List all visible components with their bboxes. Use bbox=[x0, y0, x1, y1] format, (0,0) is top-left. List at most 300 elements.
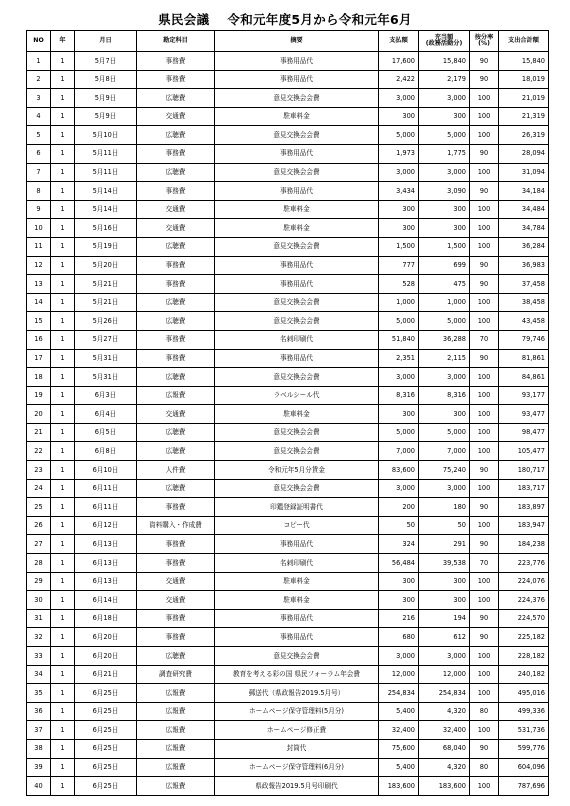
cell-ratio: 100 bbox=[470, 572, 499, 591]
cell-allocation: 194 bbox=[419, 609, 470, 628]
cell-category: 広聴費 bbox=[137, 89, 215, 108]
cell-category: 事務費 bbox=[137, 498, 215, 517]
cell-payment: 3,000 bbox=[379, 479, 419, 498]
cell-category: 広聴費 bbox=[137, 312, 215, 331]
cell-payment: 777 bbox=[379, 256, 419, 275]
cell-payment: 3,434 bbox=[379, 182, 419, 201]
cell-category: 資料購入・作成費 bbox=[137, 516, 215, 535]
cell-payment: 7,000 bbox=[379, 442, 419, 461]
cell-payment: 50 bbox=[379, 516, 419, 535]
cell-year: 1 bbox=[51, 423, 75, 442]
table-row bbox=[27, 591, 549, 610]
cell-cumulative: 15,840 bbox=[499, 52, 549, 71]
cell-payment: 680 bbox=[379, 628, 419, 647]
cell-summary: 事務用品代 bbox=[215, 535, 379, 554]
cell-date: 6月8日 bbox=[75, 442, 137, 461]
table-row bbox=[27, 70, 549, 89]
cell-allocation: 300 bbox=[419, 107, 470, 126]
cell-allocation: 7,000 bbox=[419, 442, 470, 461]
table-row bbox=[27, 312, 549, 331]
cell-summary: 駐車料金 bbox=[215, 107, 379, 126]
cell-cumulative: 84,861 bbox=[499, 368, 549, 387]
cell-category: 広報費 bbox=[137, 386, 215, 405]
cell-date: 6月11日 bbox=[75, 498, 137, 517]
cell-no: 1 bbox=[27, 52, 51, 71]
cell-payment: 32,400 bbox=[379, 721, 419, 740]
cell-payment: 324 bbox=[379, 535, 419, 554]
cell-no: 37 bbox=[27, 721, 51, 740]
cell-allocation: 291 bbox=[419, 535, 470, 554]
cell-date: 6月13日 bbox=[75, 572, 137, 591]
table-row bbox=[27, 200, 549, 219]
header-allocation bbox=[419, 31, 470, 52]
cell-year: 1 bbox=[51, 330, 75, 349]
cell-ratio: 100 bbox=[470, 516, 499, 535]
cell-summary: 駐車料金 bbox=[215, 405, 379, 424]
table-row bbox=[27, 498, 549, 517]
cell-allocation: 3,000 bbox=[419, 647, 470, 666]
cell-summary: ホームページ保守管理料(5月分) bbox=[215, 702, 379, 721]
cell-summary: 意見交換会会費 bbox=[215, 293, 379, 312]
table-row bbox=[27, 684, 549, 703]
cell-ratio: 100 bbox=[470, 665, 499, 684]
cell-summary: 事務用品代 bbox=[215, 609, 379, 628]
cell-date: 5月20日 bbox=[75, 256, 137, 275]
cell-no: 34 bbox=[27, 665, 51, 684]
table-row bbox=[27, 330, 549, 349]
table-row bbox=[27, 52, 549, 71]
cell-ratio: 100 bbox=[470, 163, 499, 182]
cell-no: 12 bbox=[27, 256, 51, 275]
cell-date: 6月25日 bbox=[75, 758, 137, 777]
cell-summary: 事務用品代 bbox=[215, 52, 379, 71]
cell-date: 6月25日 bbox=[75, 702, 137, 721]
cell-year: 1 bbox=[51, 665, 75, 684]
cell-date: 5月16日 bbox=[75, 219, 137, 238]
cell-year: 1 bbox=[51, 777, 75, 796]
cell-ratio: 70 bbox=[470, 330, 499, 349]
ledger-body bbox=[27, 52, 549, 796]
table-row bbox=[27, 535, 549, 554]
cell-ratio: 90 bbox=[470, 498, 499, 517]
cell-ratio: 80 bbox=[470, 702, 499, 721]
cell-year: 1 bbox=[51, 498, 75, 517]
cell-date: 5月26日 bbox=[75, 312, 137, 331]
cell-no: 18 bbox=[27, 368, 51, 387]
cell-date: 5月9日 bbox=[75, 107, 137, 126]
cell-ratio: 100 bbox=[470, 107, 499, 126]
table-row bbox=[27, 461, 549, 480]
cell-cumulative: 79,746 bbox=[499, 330, 549, 349]
cell-no: 11 bbox=[27, 237, 51, 256]
cell-no: 14 bbox=[27, 293, 51, 312]
cell-ratio: 90 bbox=[470, 628, 499, 647]
cell-payment: 17,600 bbox=[379, 52, 419, 71]
cell-payment: 300 bbox=[379, 219, 419, 238]
cell-payment: 2,351 bbox=[379, 349, 419, 368]
cell-no: 9 bbox=[27, 200, 51, 219]
cell-allocation: 2,115 bbox=[419, 349, 470, 368]
table-row bbox=[27, 144, 549, 163]
table-row bbox=[27, 554, 549, 573]
cell-cumulative: 26,319 bbox=[499, 126, 549, 145]
cell-year: 1 bbox=[51, 609, 75, 628]
cell-year: 1 bbox=[51, 647, 75, 666]
cell-date: 6月3日 bbox=[75, 386, 137, 405]
cell-date: 5月8日 bbox=[75, 70, 137, 89]
cell-allocation: 3,090 bbox=[419, 182, 470, 201]
cell-ratio: 100 bbox=[470, 777, 499, 796]
cell-cumulative: 36,284 bbox=[499, 237, 549, 256]
cell-category: 交通費 bbox=[137, 591, 215, 610]
cell-date: 5月31日 bbox=[75, 349, 137, 368]
cell-date: 5月31日 bbox=[75, 368, 137, 387]
table-row bbox=[27, 405, 549, 424]
cell-payment: 5,000 bbox=[379, 126, 419, 145]
table-row bbox=[27, 349, 549, 368]
cell-payment: 3,000 bbox=[379, 89, 419, 108]
cell-no: 8 bbox=[27, 182, 51, 201]
table-row bbox=[27, 275, 549, 294]
table-row bbox=[27, 163, 549, 182]
table-row bbox=[27, 182, 549, 201]
cell-date: 5月21日 bbox=[75, 275, 137, 294]
cell-ratio: 90 bbox=[470, 52, 499, 71]
cell-allocation: 39,538 bbox=[419, 554, 470, 573]
cell-payment: 200 bbox=[379, 498, 419, 517]
cell-date: 5月19日 bbox=[75, 237, 137, 256]
cell-no: 23 bbox=[27, 461, 51, 480]
header-payment: 支払額 bbox=[379, 31, 419, 52]
cell-date: 5月9日 bbox=[75, 89, 137, 108]
cell-allocation: 183,600 bbox=[419, 777, 470, 796]
cell-summary: ホームページ修正費 bbox=[215, 721, 379, 740]
cell-year: 1 bbox=[51, 442, 75, 461]
cell-year: 1 bbox=[51, 684, 75, 703]
cell-category: 事務費 bbox=[137, 628, 215, 647]
cell-payment: 12,000 bbox=[379, 665, 419, 684]
table-row bbox=[27, 628, 549, 647]
cell-summary: 意見交換会会費 bbox=[215, 479, 379, 498]
cell-category: 交通費 bbox=[137, 219, 215, 238]
cell-no: 36 bbox=[27, 702, 51, 721]
table-row bbox=[27, 423, 549, 442]
cell-summary: 事務用品代 bbox=[215, 144, 379, 163]
cell-ratio: 100 bbox=[470, 591, 499, 610]
cell-allocation: 612 bbox=[419, 628, 470, 647]
cell-allocation: 32,400 bbox=[419, 721, 470, 740]
cell-summary: 郵送代（県政報告2019.5月号） bbox=[215, 684, 379, 703]
cell-ratio: 100 bbox=[470, 386, 499, 405]
table-row bbox=[27, 758, 549, 777]
cell-year: 1 bbox=[51, 126, 75, 145]
cell-allocation: 3,000 bbox=[419, 368, 470, 387]
cell-summary: 事務用品代 bbox=[215, 628, 379, 647]
cell-ratio: 70 bbox=[470, 554, 499, 573]
cell-allocation: 50 bbox=[419, 516, 470, 535]
cell-ratio: 90 bbox=[470, 461, 499, 480]
cell-no: 25 bbox=[27, 498, 51, 517]
cell-cumulative: 183,897 bbox=[499, 498, 549, 517]
cell-summary: 令和元年5月分賃金 bbox=[215, 461, 379, 480]
cell-no: 29 bbox=[27, 572, 51, 591]
cell-year: 1 bbox=[51, 275, 75, 294]
cell-category: 広聴費 bbox=[137, 423, 215, 442]
table-row bbox=[27, 516, 549, 535]
cell-year: 1 bbox=[51, 70, 75, 89]
cell-ratio: 100 bbox=[470, 200, 499, 219]
cell-no: 7 bbox=[27, 163, 51, 182]
cell-category: 交通費 bbox=[137, 107, 215, 126]
cell-category: 広報費 bbox=[137, 702, 215, 721]
cell-year: 1 bbox=[51, 479, 75, 498]
cell-cumulative: 787,696 bbox=[499, 777, 549, 796]
table-row bbox=[27, 368, 549, 387]
cell-cumulative: 531,736 bbox=[499, 721, 549, 740]
cell-allocation: 5,000 bbox=[419, 423, 470, 442]
table-row bbox=[27, 126, 549, 145]
cell-summary: 事務用品代 bbox=[215, 256, 379, 275]
cell-no: 27 bbox=[27, 535, 51, 554]
cell-summary: 駐車料金 bbox=[215, 200, 379, 219]
cell-ratio: 100 bbox=[470, 237, 499, 256]
cell-summary: 意見交換会会費 bbox=[215, 368, 379, 387]
cell-year: 1 bbox=[51, 293, 75, 312]
cell-ratio: 100 bbox=[470, 721, 499, 740]
cell-cumulative: 38,458 bbox=[499, 293, 549, 312]
cell-year: 1 bbox=[51, 702, 75, 721]
cell-payment: 83,600 bbox=[379, 461, 419, 480]
cell-summary: 駐車料金 bbox=[215, 219, 379, 238]
cell-no: 5 bbox=[27, 126, 51, 145]
cell-year: 1 bbox=[51, 554, 75, 573]
cell-payment: 56,484 bbox=[379, 554, 419, 573]
cell-ratio: 90 bbox=[470, 739, 499, 758]
header-row bbox=[27, 31, 549, 52]
table-row bbox=[27, 237, 549, 256]
cell-cumulative: 180,717 bbox=[499, 461, 549, 480]
cell-category: 広報費 bbox=[137, 684, 215, 703]
cell-date: 5月10日 bbox=[75, 126, 137, 145]
cell-ratio: 90 bbox=[470, 609, 499, 628]
cell-date: 5月14日 bbox=[75, 200, 137, 219]
cell-ratio: 90 bbox=[470, 144, 499, 163]
cell-no: 17 bbox=[27, 349, 51, 368]
cell-ratio: 90 bbox=[470, 275, 499, 294]
cell-cumulative: 93,177 bbox=[499, 386, 549, 405]
cell-summary: コピー代 bbox=[215, 516, 379, 535]
cell-allocation: 15,840 bbox=[419, 52, 470, 71]
cell-summary: 事務用品代 bbox=[215, 349, 379, 368]
cell-payment: 2,422 bbox=[379, 70, 419, 89]
cell-summary: 駐車料金 bbox=[215, 591, 379, 610]
header-allocation-line1: 充当額 bbox=[434, 33, 454, 41]
cell-payment: 300 bbox=[379, 572, 419, 591]
cell-category: 事務費 bbox=[137, 144, 215, 163]
cell-payment: 300 bbox=[379, 200, 419, 219]
cell-payment: 1,000 bbox=[379, 293, 419, 312]
table-row bbox=[27, 702, 549, 721]
cell-allocation: 3,000 bbox=[419, 479, 470, 498]
table-row bbox=[27, 665, 549, 684]
cell-category: 広聴費 bbox=[137, 479, 215, 498]
cell-category: 事務費 bbox=[137, 330, 215, 349]
cell-no: 39 bbox=[27, 758, 51, 777]
cell-year: 1 bbox=[51, 144, 75, 163]
cell-no: 28 bbox=[27, 554, 51, 573]
cell-year: 1 bbox=[51, 237, 75, 256]
header-ratio bbox=[470, 31, 499, 52]
cell-year: 1 bbox=[51, 739, 75, 758]
cell-allocation: 8,316 bbox=[419, 386, 470, 405]
cell-no: 13 bbox=[27, 275, 51, 294]
cell-date: 6月18日 bbox=[75, 609, 137, 628]
cell-payment: 51,840 bbox=[379, 330, 419, 349]
cell-year: 1 bbox=[51, 219, 75, 238]
cell-summary: 意見交換会会費 bbox=[215, 163, 379, 182]
cell-payment: 75,600 bbox=[379, 739, 419, 758]
cell-cumulative: 228,182 bbox=[499, 647, 549, 666]
cell-summary: 県政報告2019.5月号印刷代 bbox=[215, 777, 379, 796]
cell-ratio: 100 bbox=[470, 126, 499, 145]
cell-category: 広聴費 bbox=[137, 163, 215, 182]
cell-no: 21 bbox=[27, 423, 51, 442]
cell-allocation: 300 bbox=[419, 572, 470, 591]
cell-no: 3 bbox=[27, 89, 51, 108]
cell-date: 5月27日 bbox=[75, 330, 137, 349]
header-allocation-line2: (政務活動分) bbox=[425, 40, 463, 47]
cell-cumulative: 34,184 bbox=[499, 182, 549, 201]
cell-no: 31 bbox=[27, 609, 51, 628]
cell-ratio: 100 bbox=[470, 219, 499, 238]
cell-date: 6月25日 bbox=[75, 739, 137, 758]
cell-category: 広聴費 bbox=[137, 293, 215, 312]
cell-ratio: 90 bbox=[470, 182, 499, 201]
cell-date: 5月11日 bbox=[75, 144, 137, 163]
cell-allocation: 68,040 bbox=[419, 739, 470, 758]
cell-year: 1 bbox=[51, 386, 75, 405]
table-row bbox=[27, 647, 549, 666]
cell-year: 1 bbox=[51, 368, 75, 387]
cell-summary: ラベルシール代 bbox=[215, 386, 379, 405]
table-row bbox=[27, 256, 549, 275]
cell-payment: 5,000 bbox=[379, 312, 419, 331]
cell-summary: ホームページ保守管理料(6月分) bbox=[215, 758, 379, 777]
header-date: 月日 bbox=[75, 31, 137, 52]
cell-summary: 駐車料金 bbox=[215, 572, 379, 591]
cell-date: 6月13日 bbox=[75, 554, 137, 573]
cell-allocation: 300 bbox=[419, 405, 470, 424]
cell-cumulative: 36,983 bbox=[499, 256, 549, 275]
cell-no: 33 bbox=[27, 647, 51, 666]
cell-no: 4 bbox=[27, 107, 51, 126]
cell-year: 1 bbox=[51, 182, 75, 201]
cell-cumulative: 31,094 bbox=[499, 163, 549, 182]
cell-allocation: 75,240 bbox=[419, 461, 470, 480]
cell-year: 1 bbox=[51, 591, 75, 610]
cell-category: 事務費 bbox=[137, 70, 215, 89]
cell-date: 5月7日 bbox=[75, 52, 137, 71]
header-ratio-line1: 按分率 bbox=[474, 33, 494, 41]
cell-allocation: 3,000 bbox=[419, 89, 470, 108]
cell-allocation: 12,000 bbox=[419, 665, 470, 684]
cell-no: 35 bbox=[27, 684, 51, 703]
cell-cumulative: 34,784 bbox=[499, 219, 549, 238]
cell-cumulative: 98,477 bbox=[499, 423, 549, 442]
cell-cumulative: 93,477 bbox=[499, 405, 549, 424]
cell-no: 6 bbox=[27, 144, 51, 163]
cell-no: 24 bbox=[27, 479, 51, 498]
title-org: 県民会議 bbox=[158, 12, 210, 27]
cell-cumulative: 37,458 bbox=[499, 275, 549, 294]
cell-no: 20 bbox=[27, 405, 51, 424]
cell-cumulative: 18,019 bbox=[499, 70, 549, 89]
cell-date: 5月11日 bbox=[75, 163, 137, 182]
cell-year: 1 bbox=[51, 516, 75, 535]
cell-allocation: 1,775 bbox=[419, 144, 470, 163]
cell-payment: 5,400 bbox=[379, 758, 419, 777]
cell-cumulative: 183,947 bbox=[499, 516, 549, 535]
cell-year: 1 bbox=[51, 52, 75, 71]
header-ratio-line2: (%) bbox=[478, 40, 490, 47]
cell-payment: 3,000 bbox=[379, 163, 419, 182]
table-row bbox=[27, 89, 549, 108]
cell-payment: 3,000 bbox=[379, 368, 419, 387]
cell-ratio: 100 bbox=[470, 368, 499, 387]
cell-category: 交通費 bbox=[137, 200, 215, 219]
cell-ratio: 90 bbox=[470, 535, 499, 554]
cell-no: 10 bbox=[27, 219, 51, 238]
cell-ratio: 100 bbox=[470, 293, 499, 312]
cell-date: 6月25日 bbox=[75, 721, 137, 740]
table-row bbox=[27, 479, 549, 498]
cell-payment: 528 bbox=[379, 275, 419, 294]
table-row bbox=[27, 386, 549, 405]
cell-allocation: 2,179 bbox=[419, 70, 470, 89]
cell-cumulative: 28,094 bbox=[499, 144, 549, 163]
cell-payment: 5,400 bbox=[379, 702, 419, 721]
cell-summary: 意見交換会会費 bbox=[215, 89, 379, 108]
cell-allocation: 36,288 bbox=[419, 330, 470, 349]
cell-date: 6月11日 bbox=[75, 479, 137, 498]
cell-summary: 事務用品代 bbox=[215, 182, 379, 201]
cell-allocation: 4,320 bbox=[419, 758, 470, 777]
cell-cumulative: 240,182 bbox=[499, 665, 549, 684]
cell-summary: 事務用品代 bbox=[215, 275, 379, 294]
cell-cumulative: 223,776 bbox=[499, 554, 549, 573]
cell-date: 6月20日 bbox=[75, 647, 137, 666]
table-row bbox=[27, 777, 549, 796]
table-row bbox=[27, 572, 549, 591]
cell-payment: 300 bbox=[379, 591, 419, 610]
header-no: NO bbox=[27, 31, 51, 52]
cell-payment: 183,600 bbox=[379, 777, 419, 796]
cell-allocation: 300 bbox=[419, 219, 470, 238]
cell-ratio: 100 bbox=[470, 405, 499, 424]
cell-allocation: 5,000 bbox=[419, 312, 470, 331]
cell-summary: 意見交換会会費 bbox=[215, 237, 379, 256]
cell-date: 6月5日 bbox=[75, 423, 137, 442]
cell-payment: 1,500 bbox=[379, 237, 419, 256]
cell-allocation: 5,000 bbox=[419, 126, 470, 145]
cell-ratio: 90 bbox=[470, 256, 499, 275]
cell-year: 1 bbox=[51, 256, 75, 275]
cell-year: 1 bbox=[51, 721, 75, 740]
header-cumulative: 支出合計額 bbox=[499, 31, 549, 52]
cell-cumulative: 43,458 bbox=[499, 312, 549, 331]
table-row bbox=[27, 739, 549, 758]
cell-year: 1 bbox=[51, 461, 75, 480]
